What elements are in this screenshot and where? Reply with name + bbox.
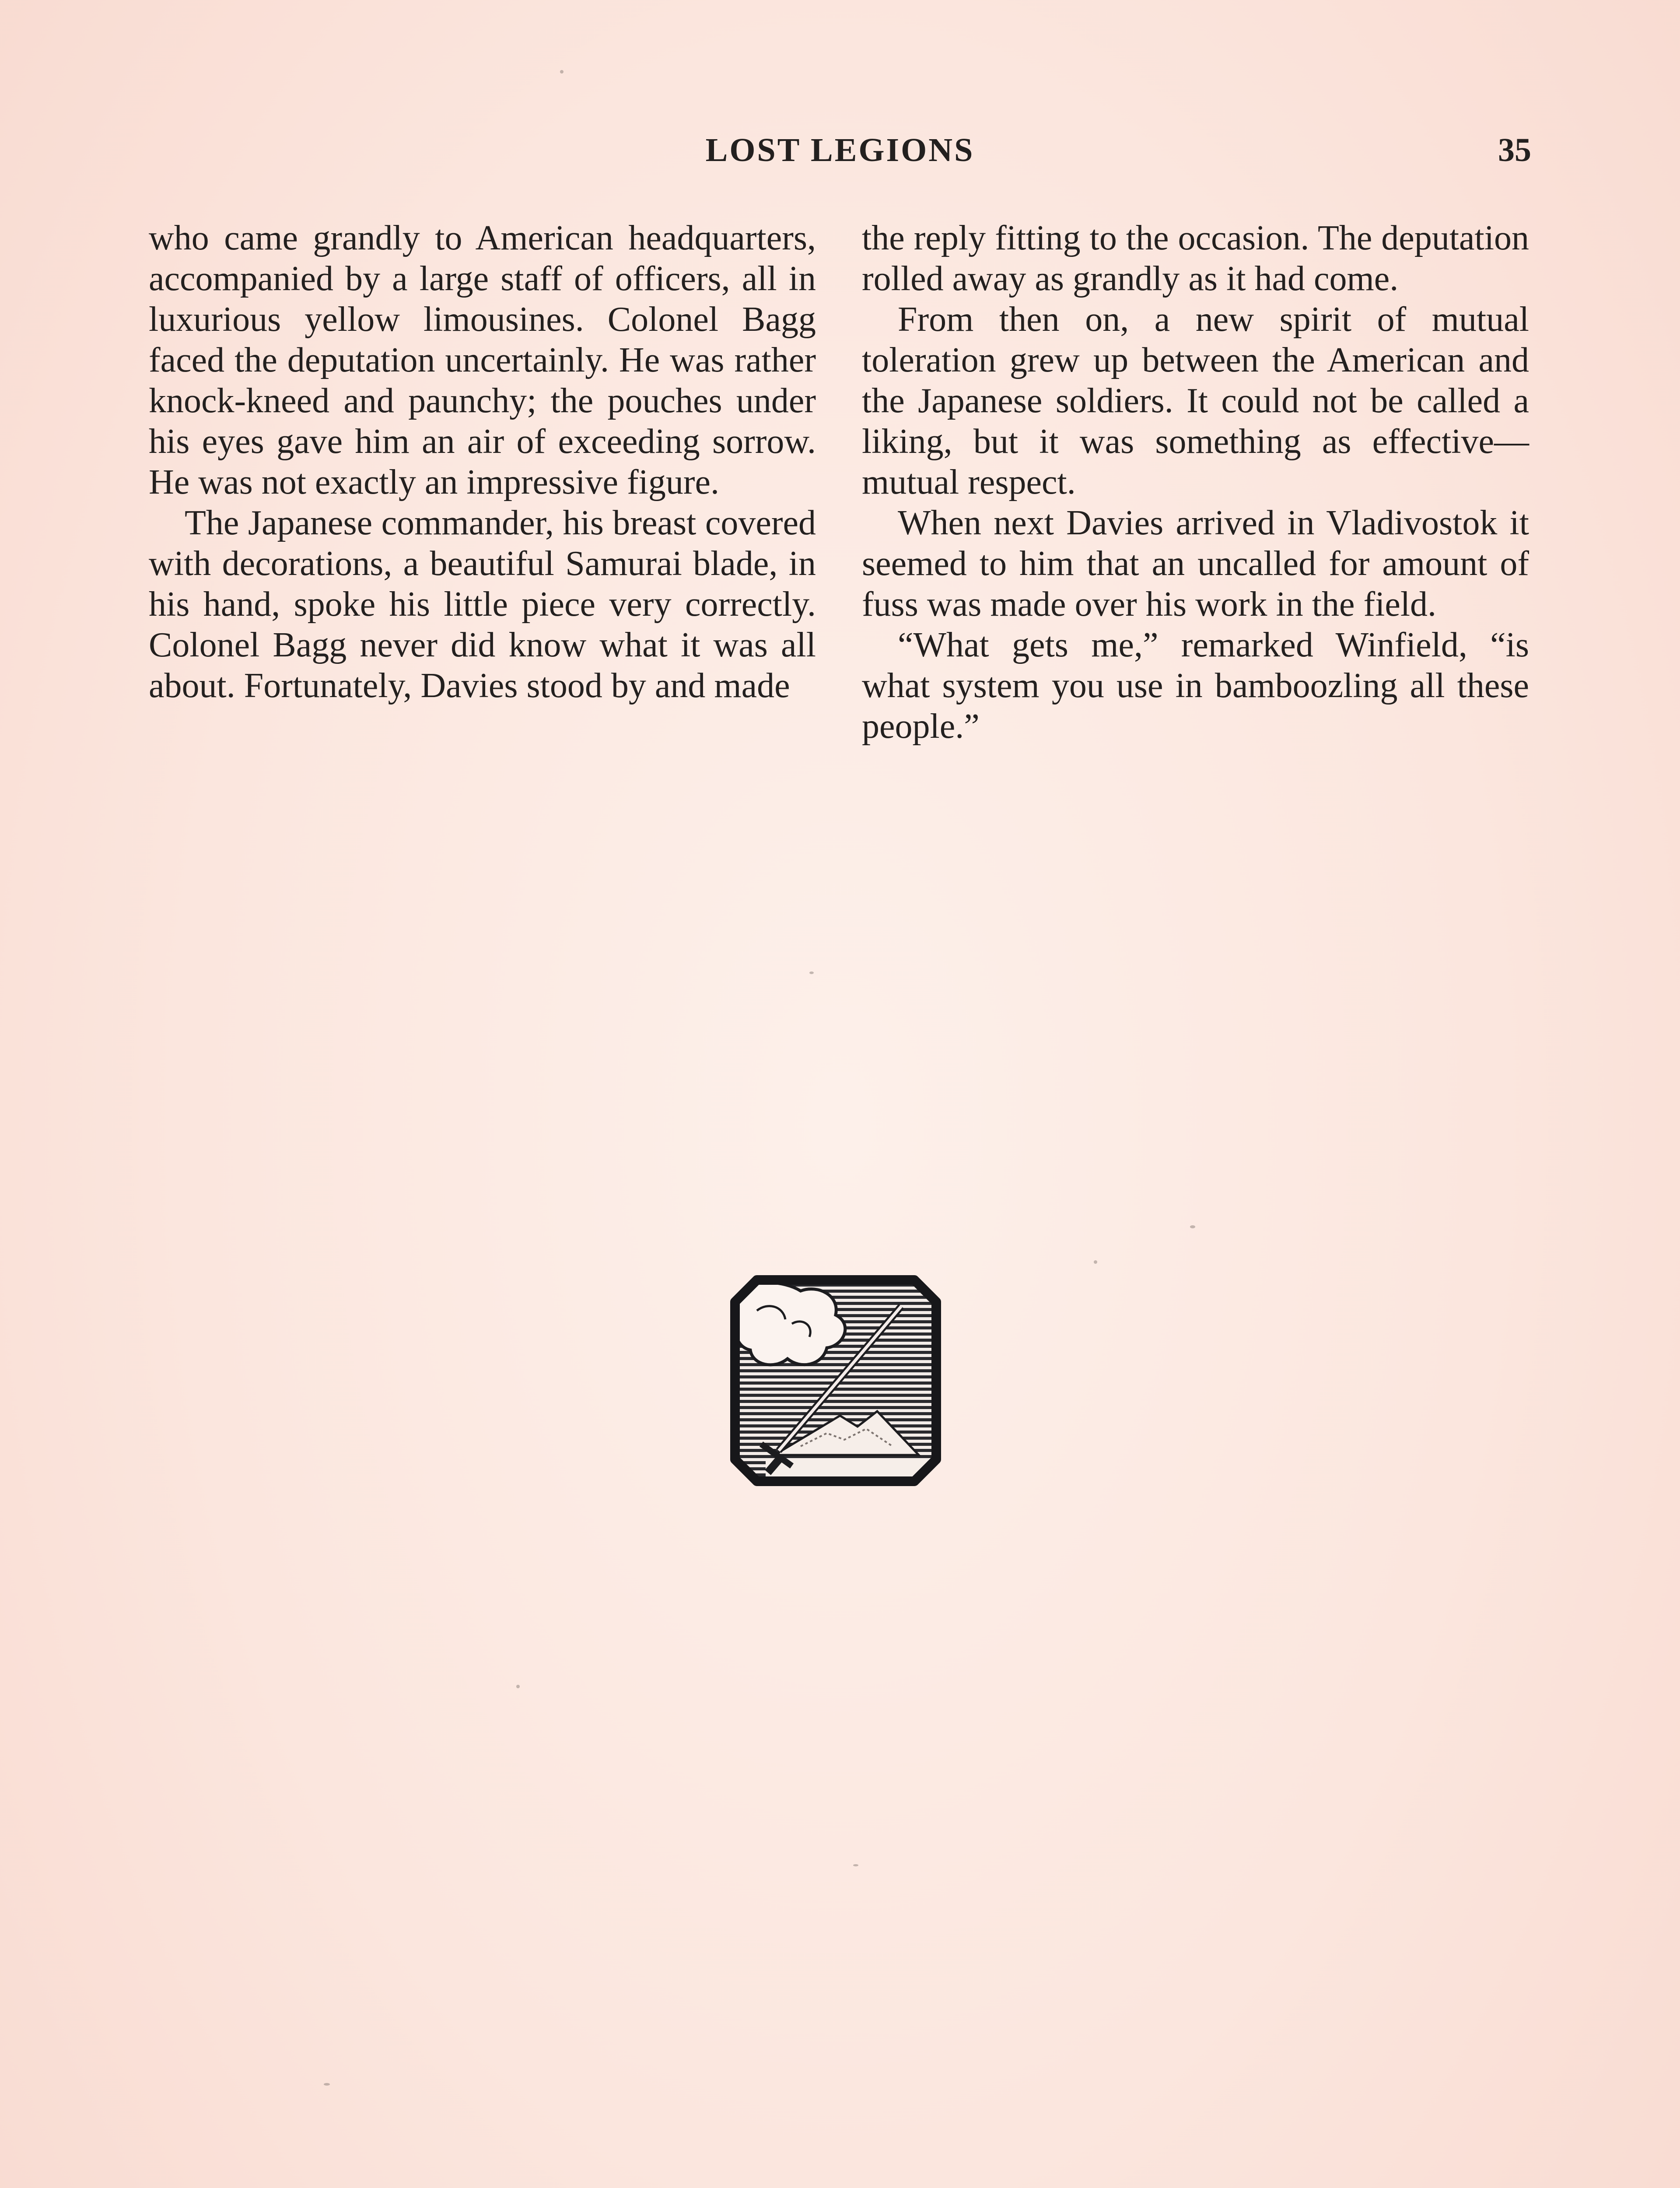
paragraph: the reply fitting to the occasion. The deputation rolled away as grandly as it had come.: [862, 219, 1529, 298]
paragraph: From then on, a new spirit of mutual toleration grew up between the American and the Japanese soldiers. It could not be called a liking, but it was something as effective—mutual respect.: [862, 300, 1529, 501]
paper-speck: [853, 1864, 858, 1866]
paper-speck: [560, 70, 564, 74]
paper-speck: [516, 1685, 520, 1688]
running-title: LOST LEGIONS: [705, 132, 975, 168]
sword-mountain-vignette-icon: [726, 1271, 945, 1490]
page-header: [149, 131, 1531, 175]
paragraph: When next Davies arrived in Vladivostok it seemed to him that an uncalled for amount of fuss was made over his work in the field.: [862, 504, 1529, 624]
paragraph: The Japanese commander, his breast covered with decorations, a beautiful Samurai blade, in his hand, spoke his little piece very correctly. Colonel Bagg never did know what it was all about. Fortunately, Davies stood by and made: [149, 504, 816, 705]
paper-speck: [1190, 1225, 1195, 1228]
paper-speck: [1094, 1260, 1097, 1264]
paragraph: who came grandly to American headquarters, accompanied by a large staff of officers, all in luxurious yellow limousines. Colonel Bagg faced the deputation uncertainly. He was rather knock-kneed and paunchy; the pouches under his eyes gave him an air of exceeding sorrow. He was not exactly an impressive figure.: [149, 219, 816, 501]
paragraph: “What gets me,” remarked Winfield, “is what system you use in bamboozling all these people.”: [862, 626, 1529, 746]
paper-speck: [809, 971, 814, 974]
paper-speck: [324, 2083, 330, 2086]
left-column: [149, 218, 816, 706]
page-number: 35: [1498, 132, 1531, 168]
right-column: [862, 218, 1529, 747]
